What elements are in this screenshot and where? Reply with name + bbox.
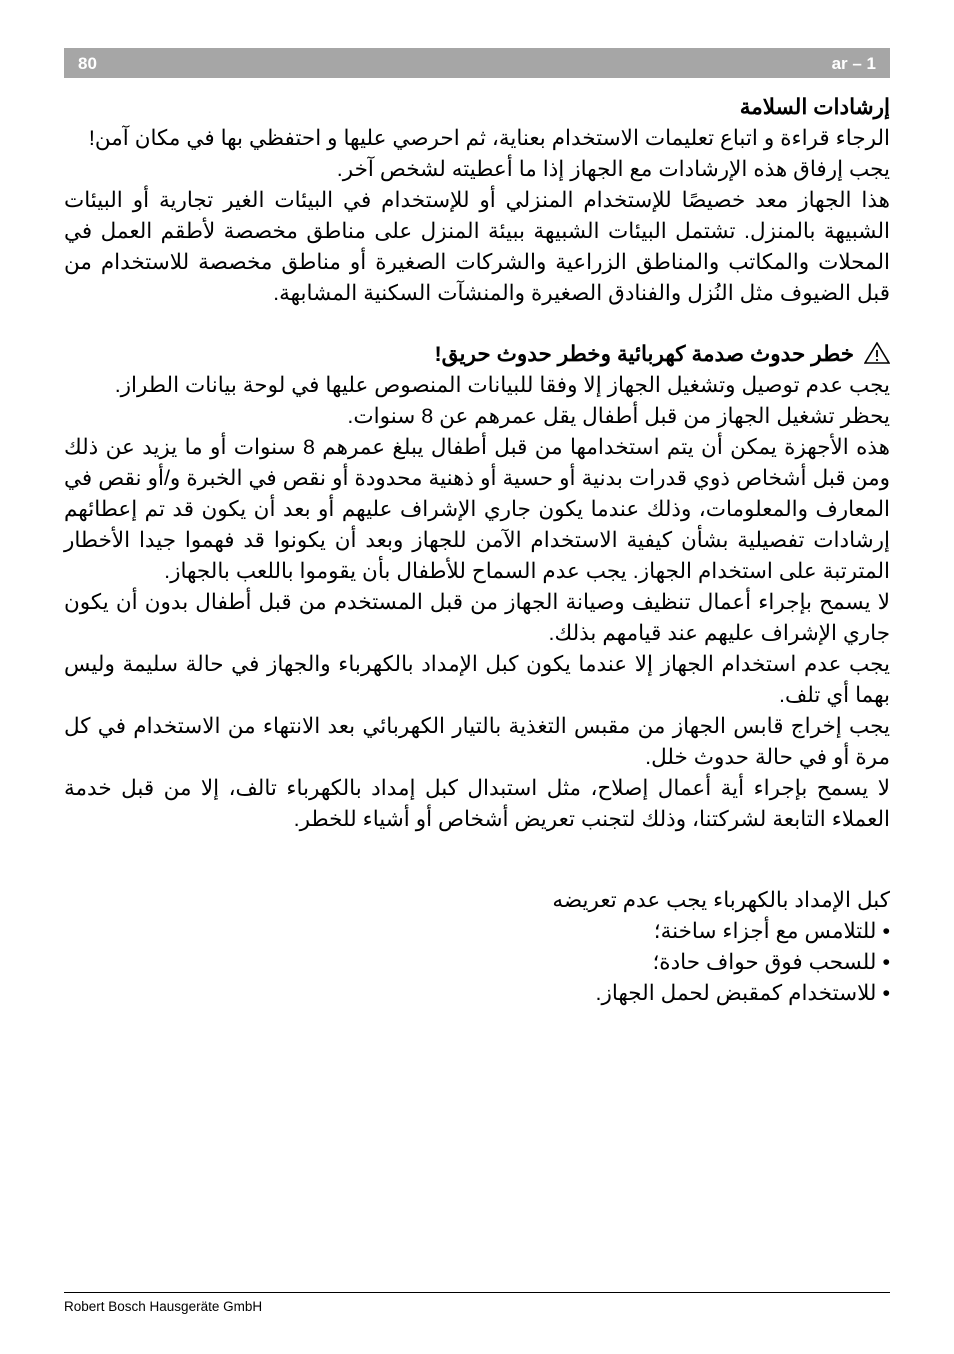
bullet-item	[64, 916, 890, 947]
bullet-text: للتلامس مع أجزاء ساخنة؛	[653, 919, 877, 943]
warning-paragraph: يجب عدم استخدام الجهاز إلا عندما يكون كبل الإمداد بالكهرباء والجهاز في حالة سليمة وليس بهما أي تلف.	[64, 652, 890, 707]
bullet-text: للاستخدام كمقبض لحمل الجهاز.	[595, 981, 877, 1005]
warning-paragraph: لا يسمح بإجراء أية أعمال إصلاح، مثل استبدال كبل إمداد بالكهرباء تالف، إلا من قبل خدمة العملاء التابعة لشركتنا، وذلك لتجنب تعريض أشخاص أو أشياء للخطر.	[64, 776, 890, 831]
safety-household-use: هذا الجهاز معد خصيصًا للإستخدام المنزلي أو للإستخدام في البيئات الغير تجارية أو البيئات الشبيهة بالمنزل. تشتمل البيئات الشبيهة ببيئة المنزل على مناطق مخصصة لأطقم العمل في المحلات والمكاتب والمناطق الزراعية والشركات الصغيرة أو مناطق مخصصة للاستخدام من قبل الضيوف مثل النُزل والفنادق الصغيرة والمنشآت السكنية المشابهة.	[64, 188, 890, 305]
warning-triangle-icon	[864, 342, 890, 364]
page-number: 80	[78, 54, 97, 73]
safety-handover: يجب إرفاق هذه الإرشادات مع الجهاز إذا ما أعطيته لشخص آخر.	[336, 157, 890, 181]
cable-intro: كبل الإمداد بالكهرباء يجب عدم تعريضه	[552, 888, 890, 912]
warning-paragraph: يجب عدم توصيل وتشغيل الجهاز إلا وفقا للبيانات المنصوص عليها في لوحة بيانات الطراز.	[114, 373, 890, 397]
warning-paragraph: يجب إخراج قابس الجهاز من مقبس التغذية بالتيار الكهربائي بعد الانتهاء من الاستخدام في كل مرة أو في حالة حدوث خلل.	[64, 714, 890, 769]
header-bar	[64, 48, 890, 78]
warning-paragraph: هذه الأجهزة يمكن أن يتم استخدامها من قبل أطفال يبلغ عمرهم 8 سنوات أو ما يزيد عن ذلك ومن قبل أشخاص ذوي قدرات بدنية أو حسية أو ذهنية محدودة أو نقص في الخبرة و/أو نقص في المعارف والمعلومات، وذلك عندما يكون جاري الإشراف عليهم أو بعد أن يكون قد تم إعطائهم إرشادات تفصيلية بشأن كيفية الاستخدام الآمن للجهاز وبعد أن يكونوا قد فهموا جيدا الأخطار المترتبة على استخدام الجهاز. يجب عدم السماح للأطفال بأن يقوموا باللعب بالجهاز.	[64, 435, 890, 583]
footer-company: Robert Bosch Hausgeräte GmbH	[64, 1299, 263, 1314]
bullet-symbol: •	[882, 919, 890, 943]
safety-title: إرشادات السلامة	[739, 95, 890, 119]
document-body	[64, 92, 890, 1009]
bullet-symbol: •	[882, 950, 890, 974]
bullet-item	[64, 947, 890, 978]
bullet-text: للسحب فوق حواف حادة؛	[652, 950, 877, 974]
bullet-item	[64, 978, 890, 1009]
warning-heading	[64, 339, 890, 370]
safety-intro: الرجاء قراءة و اتباع تعليمات الاستخدام بعناية، ثم احرصي عليها و احتفظي بها في مكان آمن!	[88, 126, 890, 150]
warning-paragraph: لا يسمح بإجراء أعمال تنظيف وصيانة الجهاز من قبل المستخدم من قبل أطفال بدون أن يكون جاري الإشراف عليهم عند قيامهم بذلك.	[64, 590, 890, 645]
warning-title: خطر حدوث صدمة كهربائية وخطر حدوث حريق!	[434, 342, 854, 366]
language-code: ar – 1	[831, 54, 876, 73]
bullet-symbol: •	[882, 981, 890, 1005]
footer-divider	[64, 1292, 890, 1293]
warning-paragraph: يحظر تشغيل الجهاز من قبل أطفال يقل عمرهم عن 8 سنوات.	[347, 404, 890, 428]
